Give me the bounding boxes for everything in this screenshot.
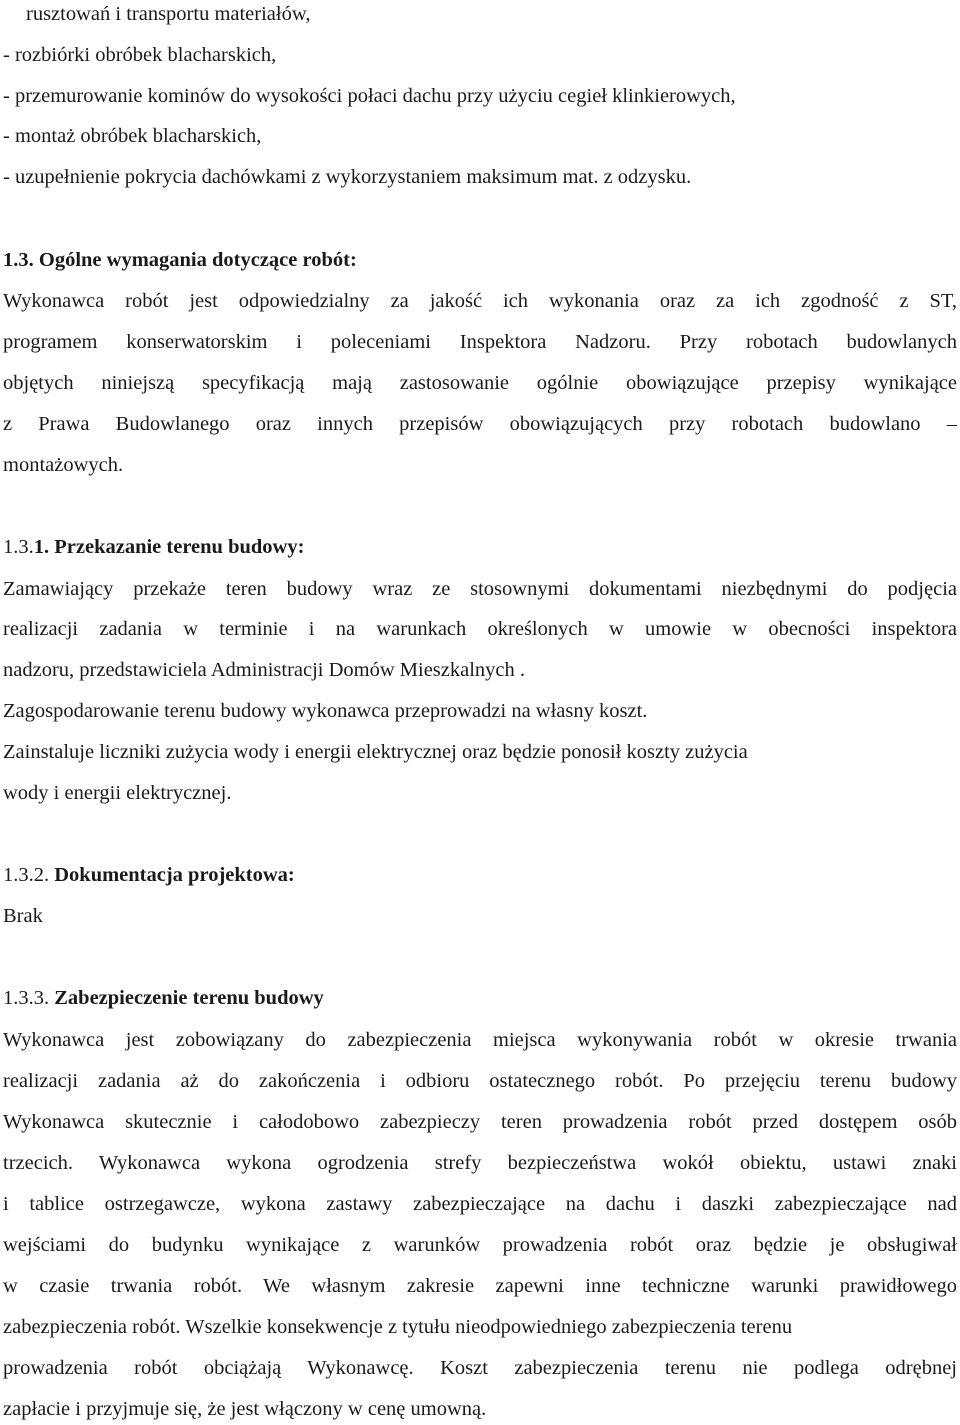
list-item: - przemurowanie kominów do wysokości połaci dachu przy użyciu cegieł klinkierowych, [3,85,736,107]
paragraph-line: Zainstaluje liczniki zużycia wody i energii elektrycznej oraz będzie ponosił koszty zużycia [3,741,748,763]
paragraph-line: Wykonawca robót jest odpowiedzialny za jakość ich wykonania oraz za ich zgodność z ST, [3,290,957,312]
section-number: 1.3. [3,249,34,271]
section-heading-1-3-2 [3,863,957,887]
paragraph-line: w czasie trwania robót. We własnym zakresie zapewni inne techniczne warunki prawidłowego [3,1275,957,1297]
paragraph-line: Zamawiający przekaże teren budowy wraz ze stosownymi dokumentami niezbędnymi do podjęcia [3,578,957,600]
paragraph-line: Zagospodarowanie terenu budowy wykonawca przeprowadzi na własny koszt. [3,700,648,722]
paragraph-line: Brak [3,905,43,927]
list-item: - montaż obróbek blacharskich, [3,125,262,147]
section-number: 1.3. [3,536,34,558]
paragraph-line: zabezpieczenia robót. Wszelkie konsekwencje z tytułu nieodpowiedniego zabezpieczenia terenu [3,1316,793,1338]
section-title: Dokumentacja projektowa: [54,864,295,886]
paragraph-line: trzecich. Wykonawca wykona ogrodzenia strefy bezpieczeństwa wokół obiektu, ustawi znaki [3,1152,957,1174]
paragraph-line: nadzoru, przedstawiciela Administracji Domów Mieszkalnych . [3,659,526,681]
section-heading-1-3 [3,248,957,272]
section-number: 1.3.2. [3,864,50,886]
list-item: - uzupełnienie pokrycia dachówkami z wykorzystaniem maksimum mat. z odzysku. [3,166,692,188]
paragraph-line: realizacji zadania w terminie i na warunkach określonych w umowie w obecności inspektora [3,618,957,640]
section-number: 1.3.3. [3,987,50,1009]
list-item: rusztowań i transportu materiałów, [26,3,311,25]
section-title: Ogólne wymagania dotyczące robót: [38,249,357,271]
paragraph-line: z Prawa Budowlanego oraz innych przepisów obowiązujących przy robotach budowlano – [3,413,957,435]
paragraph-line: objętych niniejszą specyfikacją mają zastosowanie ogólnie obowiązujące przepisy wynikające [3,372,957,394]
paragraph-line: programem konserwatorskim i poleceniami Inspektora Nadzoru. Przy robotach budowlanych [3,331,957,353]
paragraph-line: montażowych. [3,454,124,476]
section-heading-1-3-3 [3,986,957,1010]
paragraph-line: wody i energii elektrycznej. [3,782,232,804]
paragraph-line: realizacji zadania aż do zakończenia i odbioru ostatecznego robót. Po przejęciu terenu budowy [3,1070,957,1092]
section-title: Zabezpieczenie terenu budowy [54,987,324,1009]
paragraph-line: i tablice ostrzegawcze, wykona zastawy zabezpieczające na dachu i daszki zabezpieczające nad [3,1193,957,1215]
paragraph-line: zapłacie i przyjmuje się, że jest włączony w cenę umowną. [3,1398,487,1420]
section-title: Przekazanie terenu budowy: [54,536,305,558]
paragraph-line: wejściami do budynku wynikające z warunków prowadzenia robót oraz będzie je obsługiwał [3,1234,957,1256]
section-number-tail: 1. [33,536,50,558]
list-item: - rozbiórki obróbek blacharskich, [3,44,277,66]
paragraph-line: Wykonawca skutecznie i całodobowo zabezpieczy teren prowadzenia robót przed dostępem osób [3,1111,957,1133]
paragraph-line: Wykonawca jest zobowiązany do zabezpieczenia miejsca wykonywania robót w okresie trwania [3,1029,957,1051]
paragraph-line: prowadzenia robót obciążają Wykonawcę. Koszt zabezpieczenia terenu nie podlega odrębnej [3,1357,957,1379]
section-heading-1-3-1 [3,535,957,559]
